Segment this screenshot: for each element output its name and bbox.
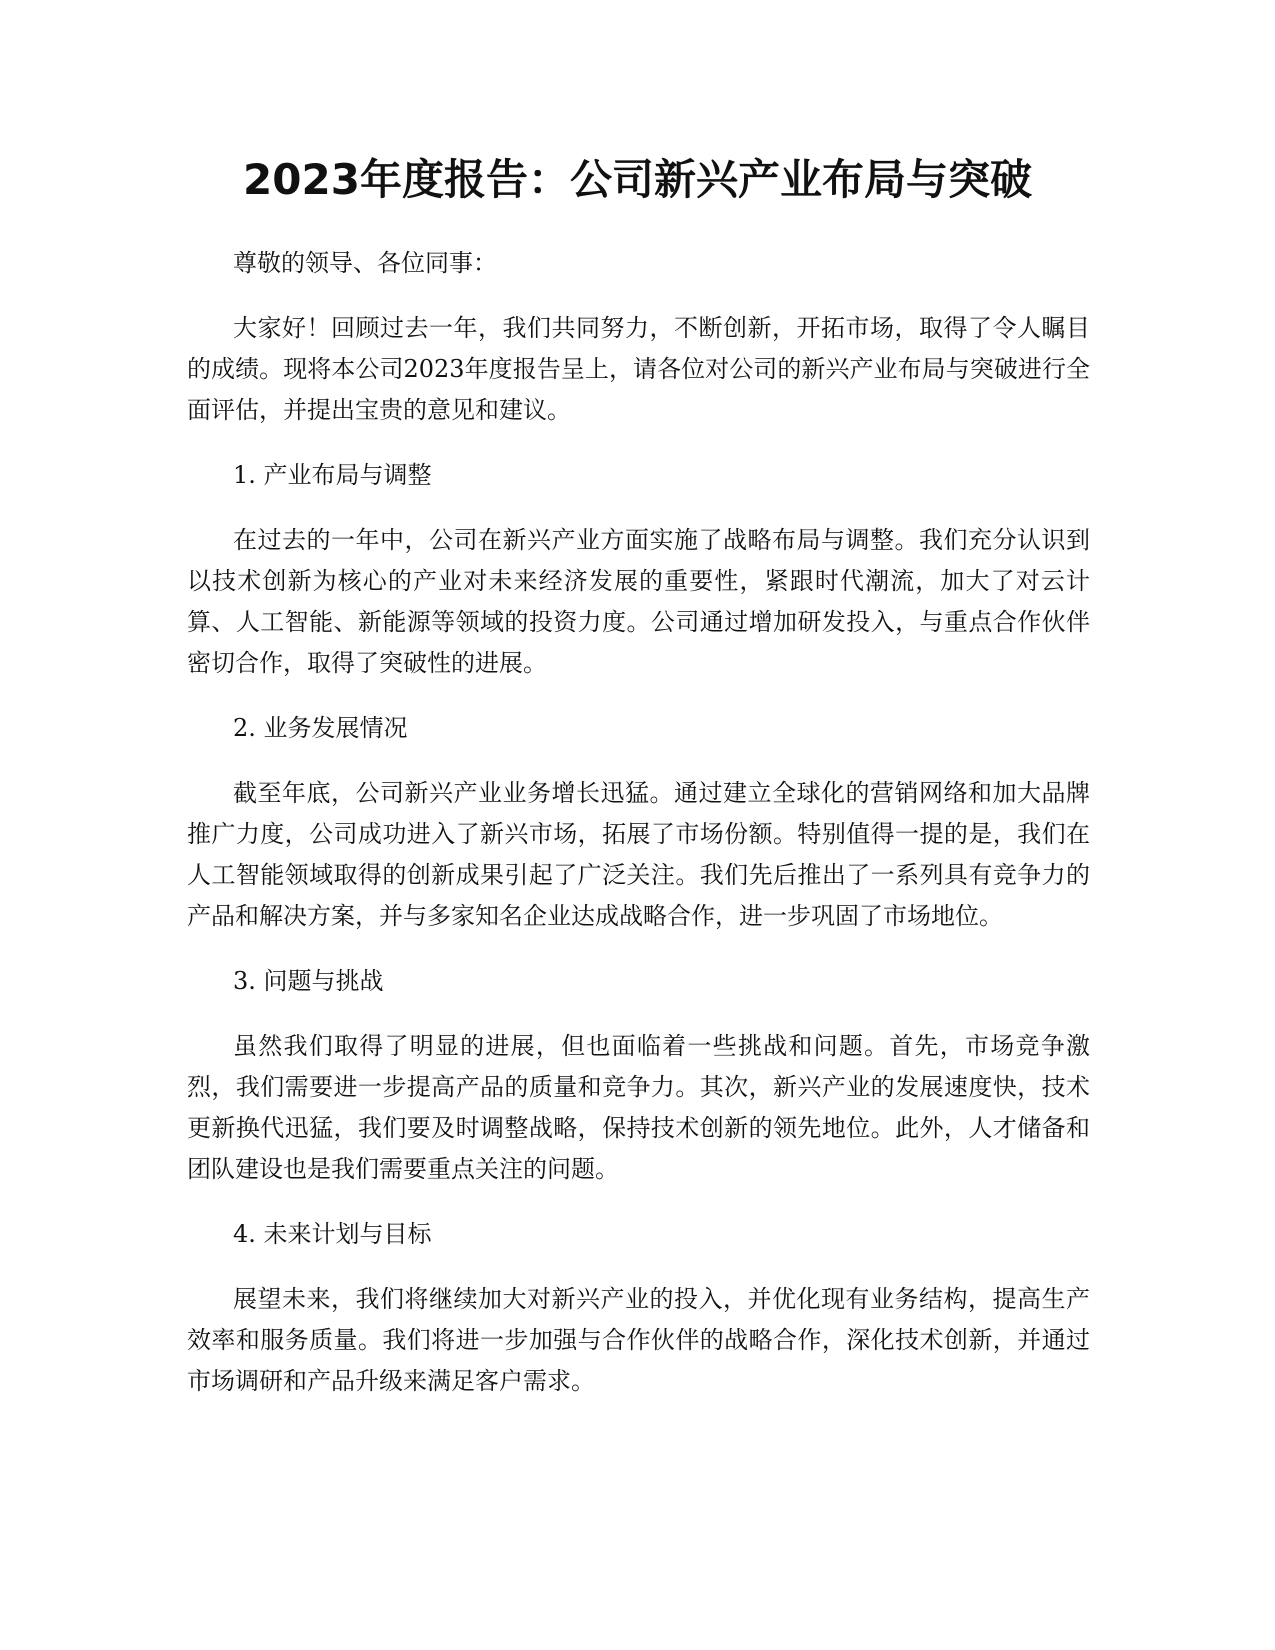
document-body: [187, 243, 1090, 1402]
section-paragraph: 虽然我们取得了明显的进展，但也面临着一些挑战和问题。首先，市场竞争激烈，我们需要进一步提高产品的质量和竞争力。其次，新兴产业的发展速度快，技术更新换代迅猛，我们要及时调整战略，保持技术创新的领先地位。此外，人才储备和团队建设也是我们需要重点关注的问题。: [187, 1032, 1090, 1183]
section-paragraph: 截至年底，公司新兴产业业务增长迅猛。通过建立全球化的营销网络和加大品牌推广力度，公司成功进入了新兴市场，拓展了市场份额。特别值得一提的是，我们在人工智能领域取得的创新成果引起了广泛关注。我们先后推出了一系列具有竞争力的产品和解决方案，并与多家知名企业达成战略合作，进一步巩固了市场地位。: [187, 779, 1090, 930]
salutation: 尊敬的领导、各位同事：: [233, 249, 497, 277]
document-title: 2023年度报告：公司新兴产业布局与突破: [243, 155, 1032, 204]
section-heading: 2. 业务发展情况: [233, 714, 408, 742]
section-heading: 1. 产业布局与调整: [233, 461, 432, 489]
section-heading: 4. 未来计划与目标: [233, 1220, 432, 1248]
section-paragraph: 展望未来，我们将继续加大对新兴产业的投入，并优化现有业务结构，提高生产效率和服务质量。我们将进一步加强与合作伙伴的战略合作，深化技术创新，并通过市场调研和产品升级来满足客户需求。: [187, 1285, 1090, 1395]
section-heading: 3. 问题与挑战: [233, 967, 384, 995]
section-paragraph: 在过去的一年中，公司在新兴产业方面实施了战略布局与调整。我们充分认识到以技术创新为核心的产业对未来经济发展的重要性，紧跟时代潮流，加大了对云计算、人工智能、新能源等领域的投资力度。公司通过增加研发投入，与重点合作伙伴密切合作，取得了突破性的进展。: [187, 526, 1090, 677]
intro-paragraph: 大家好！回顾过去一年，我们共同努力，不断创新，开拓市场，取得了令人瞩目的成绩。现将本公司2023年度报告呈上，请各位对公司的新兴产业布局与突破进行全面评估，并提出宝贵的意见和建议。: [187, 314, 1090, 424]
